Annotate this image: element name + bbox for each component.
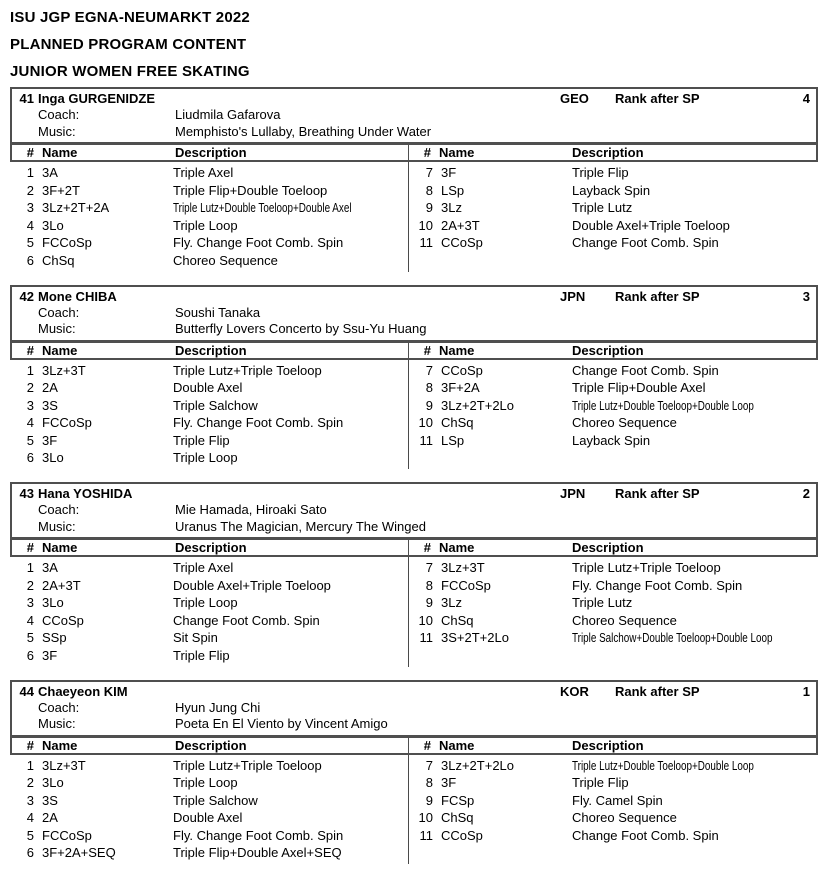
element-number: 11 [419,235,433,250]
coach-value: Soushi Tanaka [175,304,261,320]
elements-column-header [10,342,818,360]
column-header-description: Description [175,145,247,160]
element-number: 2 [26,380,34,395]
element-row [10,234,408,252]
element-code: 3Lo [42,595,64,610]
event-title: ISU JGP EGNA-NEUMARKT 2022 [10,9,250,26]
element-row [10,559,408,577]
elements-column-right [408,557,828,667]
column-header-description: Description [572,342,644,358]
element-description: Triple Lutz+Triple Toeloop [173,757,322,773]
skater-list [10,87,818,864]
elements-column-header [10,539,818,557]
element-description: Triple Lutz+Double Toeloop+Double Loop [572,757,754,773]
element-description: Triple Flip+Double Axel+SEQ [173,845,342,860]
element-row [409,757,818,775]
skater-info-box [10,680,818,737]
element-description: Double Axel+Triple Toeloop [173,577,331,593]
nation-code: JPN [560,486,586,501]
element-code: FCCoSp [42,235,92,250]
column-header-num: # [423,737,431,753]
coach-label: Coach: [38,502,80,517]
music-value: Butterfly Lovers Concerto by Ssu-Yu Huang [175,321,427,336]
element-row [409,809,818,827]
element-number: 4 [26,415,34,430]
element-number: 7 [425,757,433,773]
column-header-description: Description [572,737,644,753]
element-number: 5 [26,235,34,250]
start-number: 43 [19,486,34,501]
element-number: 6 [26,845,34,860]
element-number: 1 [26,757,34,773]
rank-after-sp-value: 1 [802,683,810,699]
element-code: ChSq [441,810,474,825]
music-label: Music: [38,716,76,731]
element-number: 8 [425,775,433,790]
music-row [12,321,816,338]
element-number: 5 [26,432,34,448]
element-number: 1 [26,560,34,575]
element-number: 3 [26,397,34,413]
element-row [409,164,818,182]
rank-after-sp-label: Rank after SP [615,486,700,501]
column-header-name: Name [439,145,475,160]
element-code: FCSp [441,792,475,808]
element-code: CCoSp [441,827,483,843]
element-row [10,647,408,665]
elements-column-right [408,755,818,865]
element-number: 4 [26,217,34,233]
element-code: 3Lz [441,595,462,610]
element-code: 3F+2A [441,380,480,395]
element-description: Triple Lutz+Triple Toeloop [572,560,721,575]
element-row [10,757,408,775]
element-code: 3Lz [441,200,462,215]
element-number: 1 [26,165,34,180]
column-header-num: # [423,540,431,555]
element-row [10,217,408,235]
element-number: 7 [425,165,433,180]
element-row [10,594,408,612]
element-description: Layback Spin [572,182,651,198]
element-description: Triple Loop [173,217,238,233]
element-description: Triple Loop [173,450,238,465]
elements-column-right [408,360,818,470]
nation-code: JPN [560,288,586,304]
skater-info-box [10,87,818,144]
elements-column-header [10,144,818,162]
skater-name: Mone CHIBA [38,288,117,304]
column-header-num: # [423,342,431,358]
music-value: Memphisto's Lullaby, Breathing Under Water [175,123,432,139]
element-row [10,629,408,647]
element-description: Double Axel [173,810,243,825]
coach-label: Coach: [38,107,80,122]
element-description: Fly. Camel Spin [572,792,663,808]
element-number: 10 [418,217,433,233]
skater-block [10,482,818,667]
elements-table [10,755,818,865]
element-description: Fly. Change Foot Comb. Spin [572,577,743,593]
element-description: Triple Lutz [572,595,633,610]
element-number: 11 [419,630,433,645]
element-code: 3F [42,647,58,663]
element-code: LSp [441,432,465,448]
element-row [10,809,408,827]
skater-name: Inga GURGENIDZE [38,91,156,106]
element-description: Choreo Sequence [572,810,677,825]
element-code: ChSq [441,415,474,430]
element-row [409,774,818,792]
element-row [10,414,408,432]
music-row [12,716,816,733]
column-header-name: Name [439,737,475,753]
skater-header-row [12,288,816,305]
element-number: 7 [425,560,433,575]
element-code: CCoSp [42,612,84,628]
element-row [10,612,408,630]
element-description: Triple Lutz [572,200,633,215]
element-code: 3Lo [42,217,64,233]
coach-row [12,107,816,124]
skater-block [10,87,818,272]
skater-header-row [12,90,816,107]
element-description: Triple Lutz+Triple Toeloop [173,362,322,378]
column-header-name: Name [42,540,78,555]
music-label: Music: [38,123,76,139]
element-description: Change Foot Comb. Spin [572,235,719,250]
nation-code: GEO [560,91,589,106]
element-description: Triple Salchow+Double Toeloop+Double Loop [572,630,773,645]
element-code: 3F+2A+SEQ [42,845,116,860]
music-label: Music: [38,321,76,336]
element-number: 6 [26,647,34,663]
music-value: Uranus The Magician, Mercury The Winged [175,518,426,534]
elements-column-left [10,557,408,667]
column-header-description: Description [175,737,247,753]
element-row [10,827,408,845]
element-code: 2A [42,380,58,395]
document-title: PLANNED PROGRAM CONTENT [10,36,247,53]
start-number: 41 [19,91,34,106]
coach-label: Coach: [38,304,80,320]
element-code: FCCoSp [42,415,92,430]
element-description: Double Axel [173,380,243,395]
element-row [409,612,828,630]
element-code: 3Lz+3T [42,757,86,773]
element-code: 3F [441,165,457,180]
element-description: Triple Salchow [173,792,258,808]
element-row [409,182,818,200]
element-description: Triple Loop [173,595,238,610]
element-row [409,414,818,432]
element-row [10,449,408,467]
element-row [409,594,828,612]
element-row [409,827,818,845]
element-code: 3F [42,432,58,448]
element-code: 3A [42,165,58,180]
music-label: Music: [38,518,76,534]
element-code: CCoSp [441,235,483,250]
skater-block [10,680,818,865]
element-number: 2 [26,577,34,593]
element-number: 2 [26,182,34,198]
element-number: 6 [26,450,34,465]
start-number: 42 [19,288,34,304]
element-number: 4 [26,612,34,628]
rank-after-sp-value: 2 [802,486,810,501]
element-row [10,432,408,450]
element-number: 9 [425,397,433,413]
element-description: Fly. Change Foot Comb. Spin [173,235,344,250]
category-title: JUNIOR WOMEN FREE SKATING [10,63,250,80]
column-header-name: Name [42,737,78,753]
element-code: 3Lz+3T [441,560,485,575]
element-code: 3Lz+2T+2Lo [441,757,515,773]
coach-value: Mie Hamada, Hiroaki Sato [175,502,327,517]
element-code: SSp [42,630,67,645]
element-row [10,199,408,217]
element-description: Triple Flip+Double Axel [572,380,706,395]
element-row [409,577,828,595]
element-row [10,182,408,200]
element-description: Triple Axel [173,165,234,180]
element-row [409,379,818,397]
elements-column-left [10,755,408,865]
elements-table [10,557,818,667]
elements-column-left [10,162,408,272]
element-row [10,397,408,415]
element-row [409,217,818,235]
rank-after-sp-label: Rank after SP [615,288,700,304]
element-code: LSp [441,182,465,198]
element-description: Triple Flip [572,775,629,790]
skater-info-box [10,482,818,539]
element-number: 10 [418,415,433,430]
element-number: 8 [425,380,433,395]
coach-row [12,502,816,519]
element-row [409,234,818,252]
element-description: Change Foot Comb. Spin [173,612,320,628]
element-description: Triple Lutz+Double Toeloop+Double Axel [173,200,352,215]
element-code: ChSq [42,252,75,268]
column-header-name: Name [439,540,475,555]
element-description: Change Foot Comb. Spin [572,827,719,843]
skater-header-row [12,683,816,700]
element-number: 3 [26,200,34,215]
element-code: 3Lo [42,450,64,465]
element-row [10,379,408,397]
element-row [409,432,818,450]
column-header-num: # [26,342,34,358]
column-header-num: # [26,737,34,753]
element-code: 3A [42,560,58,575]
element-code: FCCoSp [42,827,92,843]
column-header-name: Name [439,342,475,358]
rank-after-sp-label: Rank after SP [615,683,700,699]
elements-table [10,162,818,272]
element-description: Triple Flip+Double Toeloop [173,182,328,198]
element-number: 8 [425,182,433,198]
element-number: 9 [425,595,433,610]
elements-column-header [10,737,818,755]
element-row [10,164,408,182]
column-header-num: # [26,145,34,160]
element-description: Choreo Sequence [572,415,677,430]
element-description: Fly. Change Foot Comb. Spin [173,415,344,430]
coach-label: Coach: [38,699,80,715]
coach-value: Liudmila Gafarova [175,107,281,122]
element-number: 5 [26,630,34,645]
element-row [10,577,408,595]
element-code: 3S [42,792,58,808]
skater-info-box [10,285,818,342]
music-row [12,124,816,141]
element-number: 3 [26,792,34,808]
start-number: 44 [19,683,34,699]
element-code: 3Lo [42,775,64,790]
element-description: Triple Flip [173,432,230,448]
element-row [10,774,408,792]
element-code: 2A+3T [42,577,81,593]
element-description: Choreo Sequence [173,252,278,268]
element-row [10,252,408,270]
element-code: 2A [42,810,58,825]
element-row [409,559,828,577]
element-code: 3S [42,397,58,413]
elements-column-left [10,360,408,470]
coach-value: Hyun Jung Chi [175,699,261,715]
element-number: 10 [418,612,433,628]
element-code: 3F+2T [42,182,80,198]
elements-column-right [408,162,818,272]
element-number: 10 [418,810,433,825]
element-number: 1 [26,362,34,378]
element-description: Triple Salchow [173,397,258,413]
element-row [10,792,408,810]
music-value: Poeta En El Viento by Vincent Amigo [175,716,388,731]
element-number: 3 [26,595,34,610]
element-code: 3Lz+3T [42,362,86,378]
element-description: Triple Flip [572,165,629,180]
column-header-description: Description [572,145,644,160]
element-number: 2 [26,775,34,790]
element-row [409,362,818,380]
column-header-description: Description [572,540,644,555]
element-description: Choreo Sequence [572,612,677,628]
element-description: Change Foot Comb. Spin [572,362,719,378]
nation-code: KOR [560,683,589,699]
column-header-num: # [26,540,34,555]
element-description: Sit Spin [173,630,218,645]
rank-after-sp-value: 4 [802,91,810,106]
element-row [10,844,408,862]
skater-block [10,285,818,470]
element-number: 5 [26,827,34,843]
rank-after-sp-label: Rank after SP [615,91,700,106]
element-number: 4 [26,810,34,825]
skater-name: Hana YOSHIDA [38,486,133,501]
element-number: 6 [26,252,34,268]
element-number: 9 [425,200,433,215]
column-header-description: Description [175,540,247,555]
element-row [409,629,828,647]
element-row [409,792,818,810]
element-description: Triple Lutz+Double Toeloop+Double Loop [572,397,754,413]
music-row [12,519,816,536]
element-number: 9 [425,792,433,808]
element-code: 3F [441,775,457,790]
element-description: Triple Flip [173,647,230,663]
element-description: Fly. Change Foot Comb. Spin [173,827,344,843]
elements-table [10,360,818,470]
element-code: 3Lz+2T+2Lo [441,397,515,413]
element-row [10,362,408,380]
element-row [409,397,818,415]
element-code: FCCoSp [441,577,491,593]
element-code: 2A+3T [441,217,480,233]
element-code: ChSq [441,612,474,628]
element-description: Layback Spin [572,432,651,448]
rank-after-sp-value: 3 [802,288,810,304]
coach-row [12,700,816,717]
element-number: 8 [425,577,433,593]
column-header-num: # [423,145,431,160]
element-description: Triple Axel [173,560,234,575]
coach-row [12,305,816,322]
skater-name: Chaeyeon KIM [38,683,128,699]
column-header-description: Description [175,342,247,358]
element-code: 3Lz+2T+2A [42,200,110,215]
element-number: 7 [425,362,433,378]
element-description: Triple Loop [173,775,238,790]
column-header-name: Name [42,342,78,358]
element-row [409,199,818,217]
element-number: 11 [419,432,433,448]
element-code: 3S+2T+2Lo [441,630,509,645]
element-code: CCoSp [441,362,483,378]
element-number: 11 [419,827,433,843]
element-description: Double Axel+Triple Toeloop [572,217,730,233]
column-header-name: Name [42,145,78,160]
skater-header-row [12,485,816,502]
